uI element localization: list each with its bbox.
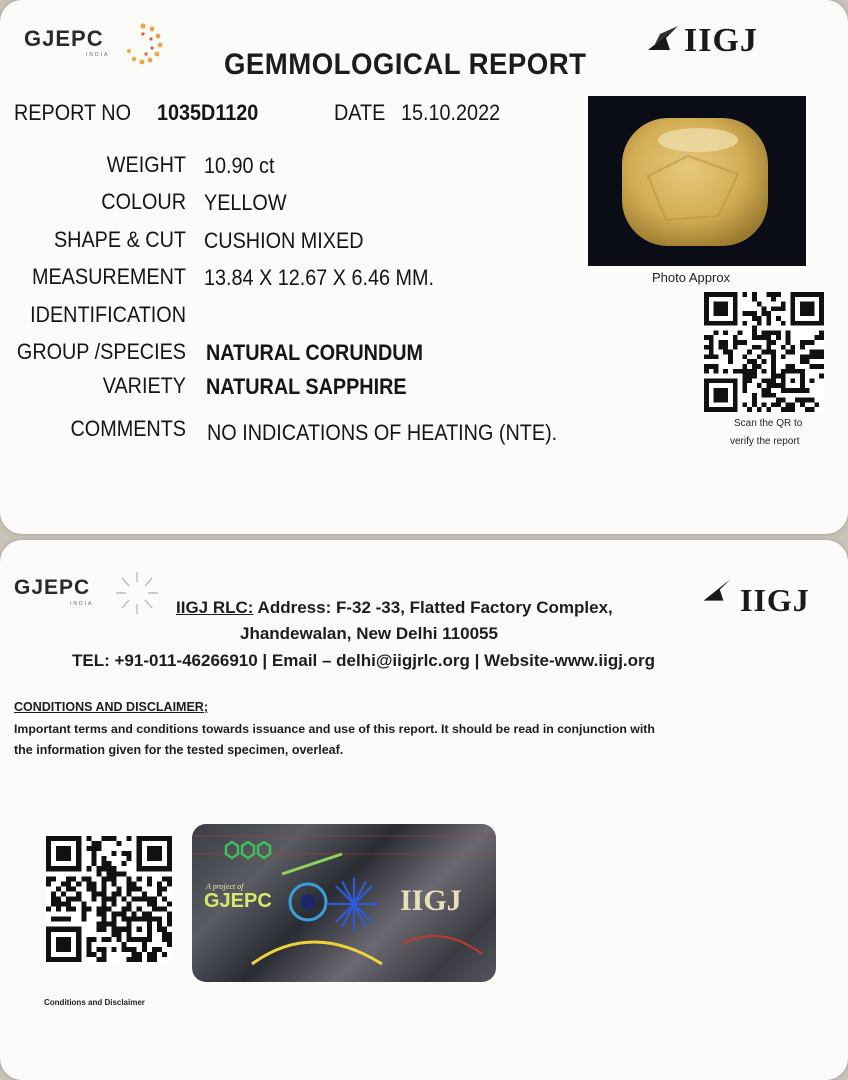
field-label-identification: IDENTIFICATION xyxy=(30,302,186,327)
gjepc-logo-back xyxy=(14,576,94,607)
address-text: Address: F-32 -33, Flatted Factory Complex, xyxy=(253,598,613,617)
field-value-variety: NATURAL SAPPHIRE xyxy=(206,374,407,399)
security-hologram xyxy=(192,824,496,982)
hologram-iigj-text: IIGJ xyxy=(400,884,462,917)
photo-caption: Photo Approx xyxy=(652,270,731,285)
conditions-heading: CONDITIONS AND DISCLAIMER; xyxy=(14,700,208,714)
field-value-weight: 10.90 ct xyxy=(204,153,275,178)
verify-qr-code[interactable] xyxy=(704,292,824,412)
field-value-shape-cut: CUSHION MIXED xyxy=(204,228,364,253)
qr-caption-line1: Scan the QR to xyxy=(734,418,803,429)
field-label-measurement: MEASUREMENT xyxy=(31,264,186,289)
gjepc-india-text: INDIA xyxy=(86,52,110,58)
report-title: GEMMOLOGICAL REPORT xyxy=(224,48,587,81)
gem-image-icon xyxy=(588,96,806,266)
iigj-arrow-icon xyxy=(644,16,684,56)
field-value-colour: YELLOW xyxy=(204,190,287,215)
date-label: DATE xyxy=(334,100,386,125)
hologram-gjepc-text: GJEPC xyxy=(204,890,272,912)
field-label-weight: WEIGHT xyxy=(106,152,186,177)
address-line2: Jhandewalan, New Delhi 110055 xyxy=(240,624,498,643)
field-label-comments: COMMENTS xyxy=(70,416,186,441)
iigj-logo-text: IIGJ xyxy=(684,22,758,59)
report-no-label: REPORT NO xyxy=(14,100,131,125)
conditions-qr-code[interactable] xyxy=(46,836,172,962)
gjepc-logo-text-back: GJEPC xyxy=(14,576,91,599)
conditions-qr-caption: Conditions and Disclaimer xyxy=(44,998,145,1007)
field-label-group-species: GROUP /SPECIES xyxy=(16,339,186,364)
gjepc-sunburst-icon xyxy=(118,20,168,68)
field-label-colour: COLOUR xyxy=(101,189,186,214)
address-line1 xyxy=(176,598,613,618)
report-back-card xyxy=(0,540,848,1080)
field-label-shape-cut: SHAPE & CUT xyxy=(53,227,186,252)
field-label-variety: VARIETY xyxy=(102,373,186,398)
report-front-card xyxy=(0,0,848,534)
iigj-logo-text-back: IIGJ xyxy=(740,582,810,618)
field-value-comments: NO INDICATIONS OF HEATING (NTE). xyxy=(207,420,558,445)
gjepc-india-text-back: INDIA xyxy=(70,601,94,607)
contact-line: TEL: +91-011-46266910 | Email – delhi@iigjrlc.org | Website-www.iigj.org xyxy=(72,651,656,670)
address-prefix: IIGJ RLC: xyxy=(176,598,254,617)
conditions-line1: Important terms and conditions towards issuance and use of this report. It should be read in conjunction with xyxy=(14,722,655,736)
iigj-logo-back xyxy=(690,570,840,630)
field-value-measurement: 13.84 X 12.67 X 6.46 MM. xyxy=(204,265,435,290)
report-no-value: 1035D1120 xyxy=(157,100,259,125)
conditions-line2: the information given for the tested specimen, overleaf. xyxy=(14,743,344,757)
field-value-group-species: NATURAL CORUNDUM xyxy=(206,340,424,365)
hologram-project-text: A project of xyxy=(206,882,244,891)
qr-caption-line2: verify the report xyxy=(730,436,800,447)
gjepc-logo xyxy=(24,26,110,58)
iigj-arrow-back-icon xyxy=(700,570,736,606)
iigj-logo xyxy=(640,12,790,72)
gjepc-logo-text: GJEPC xyxy=(24,26,104,51)
date-value: 15.10.2022 xyxy=(401,100,501,125)
gem-photo xyxy=(588,96,806,266)
gjepc-sunburst-back-icon xyxy=(112,568,162,618)
